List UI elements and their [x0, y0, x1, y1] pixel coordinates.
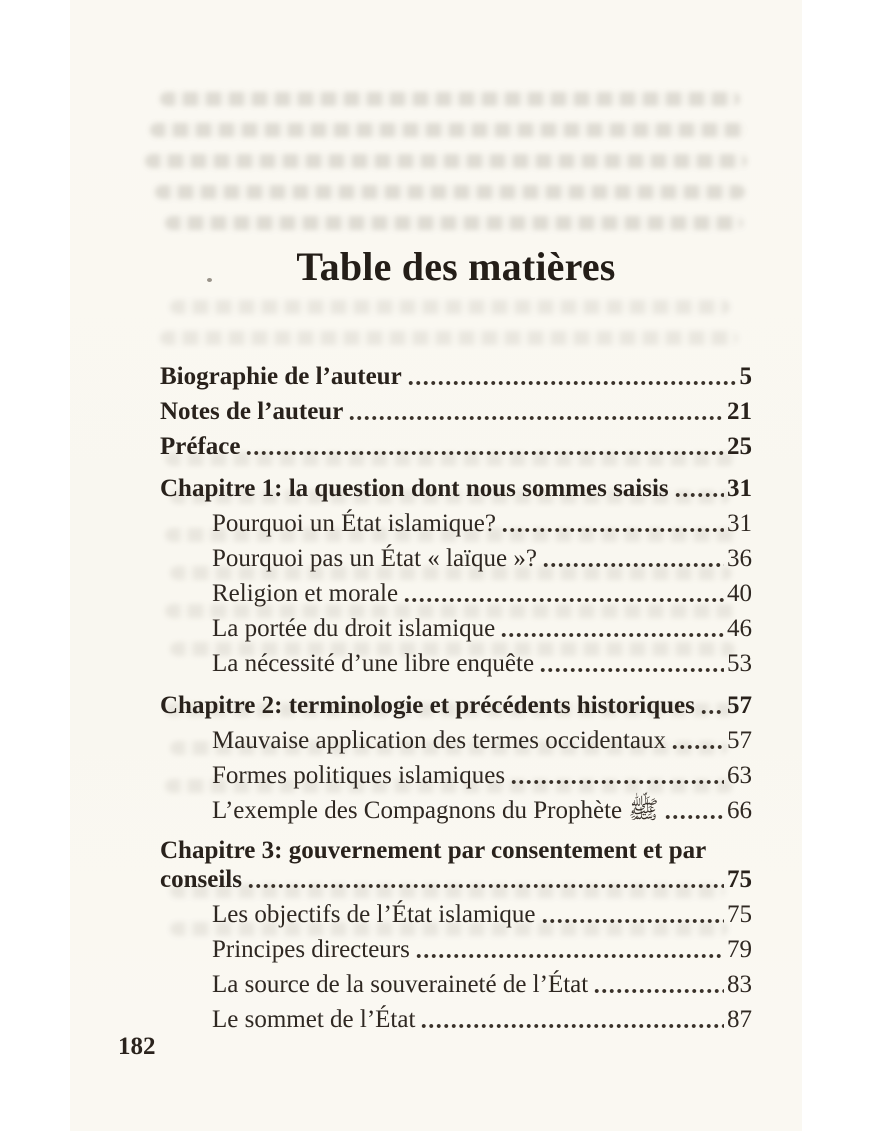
- toc-entry: [160, 392, 752, 427]
- toc-entry: [160, 756, 752, 791]
- page-title: Table des matières: [296, 244, 616, 289]
- toc-entry: [160, 791, 752, 826]
- dot-leader: [403, 597, 724, 603]
- toc-entry: [160, 721, 752, 756]
- toc-entry: [160, 539, 752, 574]
- toc-entry-label: Pourquoi un État islamique?: [212, 510, 496, 537]
- toc-entry-page: 36: [727, 545, 752, 572]
- toc-entry-label: Mauvaise application des termes occidentaux: [212, 727, 667, 754]
- toc-entry-label: L’exemple des Compagnons du Prophète ﷺ: [212, 797, 659, 824]
- toc-entry: [160, 930, 752, 965]
- toc-entry-label: Biographie de l’auteur: [160, 363, 402, 390]
- toc-entry-label: Chapitre 1: la question dont nous sommes saisis: [160, 475, 669, 502]
- toc-entry: [160, 1000, 752, 1035]
- dot-leader: [664, 814, 724, 820]
- toc-entry-label: La portée du droit islamique: [212, 615, 496, 642]
- toc-entry-page: 40: [727, 580, 752, 607]
- toc-entry-label: Chapitre 2: terminologie et précédents historiques: [160, 692, 695, 719]
- dot-leader: [247, 883, 724, 889]
- toc-entry-label: Principes directeurs: [212, 936, 410, 963]
- toc-entry-label: conseils: [160, 866, 242, 893]
- page-content: [160, 0, 752, 1035]
- dot-leader: [348, 415, 724, 421]
- toc-entry-label: Le sommet de l’État: [212, 1006, 416, 1033]
- dot-leader: [407, 380, 737, 386]
- toc-entry-page: 31: [727, 475, 752, 502]
- toc-entry-page: 53: [727, 650, 752, 677]
- toc-entry-label: Les objectifs de l’État islamique: [212, 901, 536, 928]
- toc-entry-page: 79: [727, 936, 752, 963]
- toc-entry-page: 5: [739, 363, 752, 390]
- dot-leader: [542, 562, 724, 568]
- toc-entry-page: 63: [727, 762, 752, 789]
- dot-leader: [700, 709, 724, 715]
- dot-leader: [501, 527, 724, 533]
- toc-entry-label: Notes de l’auteur: [160, 398, 344, 425]
- toc-entry-label: Pourquoi pas un État « laïque »?: [212, 545, 537, 572]
- toc-entry-page: 83: [727, 971, 752, 998]
- dot-leader: [500, 632, 724, 638]
- toc-entry-page: 87: [727, 1006, 752, 1033]
- toc-entry-page: 75: [727, 901, 752, 928]
- book-page: [70, 0, 802, 1131]
- toc-entry-page: 57: [727, 727, 752, 754]
- toc-entry-page: 25: [727, 433, 752, 460]
- toc-entry: [160, 686, 752, 721]
- toc-entry-page: 57: [727, 692, 752, 719]
- toc-entry-label: Religion et morale: [212, 580, 399, 607]
- toc-entry-page: 75: [727, 866, 752, 893]
- toc-entry-label: Chapitre 3: gouvernement par consentement et par: [160, 837, 707, 864]
- dot-leader: [671, 744, 724, 750]
- toc-entry-label: La source de la souveraineté de l’État: [212, 971, 589, 998]
- toc-entry: [160, 427, 752, 462]
- dot-leader: [245, 450, 724, 456]
- toc-entry: [160, 895, 752, 930]
- dot-leader: [674, 492, 724, 498]
- toc-entry-page: 46: [727, 615, 752, 642]
- toc-entry: [160, 357, 752, 392]
- toc-entry: [160, 609, 752, 644]
- toc-entry: [160, 965, 752, 1000]
- toc-list: [160, 357, 752, 1035]
- toc-entry-page: 21: [727, 398, 752, 425]
- toc-entry-page: 66: [727, 797, 752, 824]
- toc-entry: [160, 504, 752, 539]
- dot-leader: [420, 1023, 724, 1029]
- toc-entry: [160, 866, 752, 895]
- toc-entry: [160, 469, 752, 504]
- dot-leader: [593, 988, 724, 994]
- toc-entry: [160, 644, 752, 679]
- toc-entry: [160, 574, 752, 609]
- toc-entry-label: Préface: [160, 433, 241, 460]
- dot-leader: [415, 953, 724, 959]
- toc-entry: [160, 833, 752, 866]
- dot-leader: [541, 918, 724, 924]
- toc-entry-page: 31: [727, 510, 752, 537]
- dot-leader: [510, 779, 724, 785]
- dot-leader: [539, 667, 724, 673]
- toc-entry-label: Formes politiques islamiques: [212, 762, 506, 789]
- toc-entry-label: La nécessité d’une libre enquête: [212, 650, 535, 677]
- folio-page-number: 182: [118, 1033, 156, 1060]
